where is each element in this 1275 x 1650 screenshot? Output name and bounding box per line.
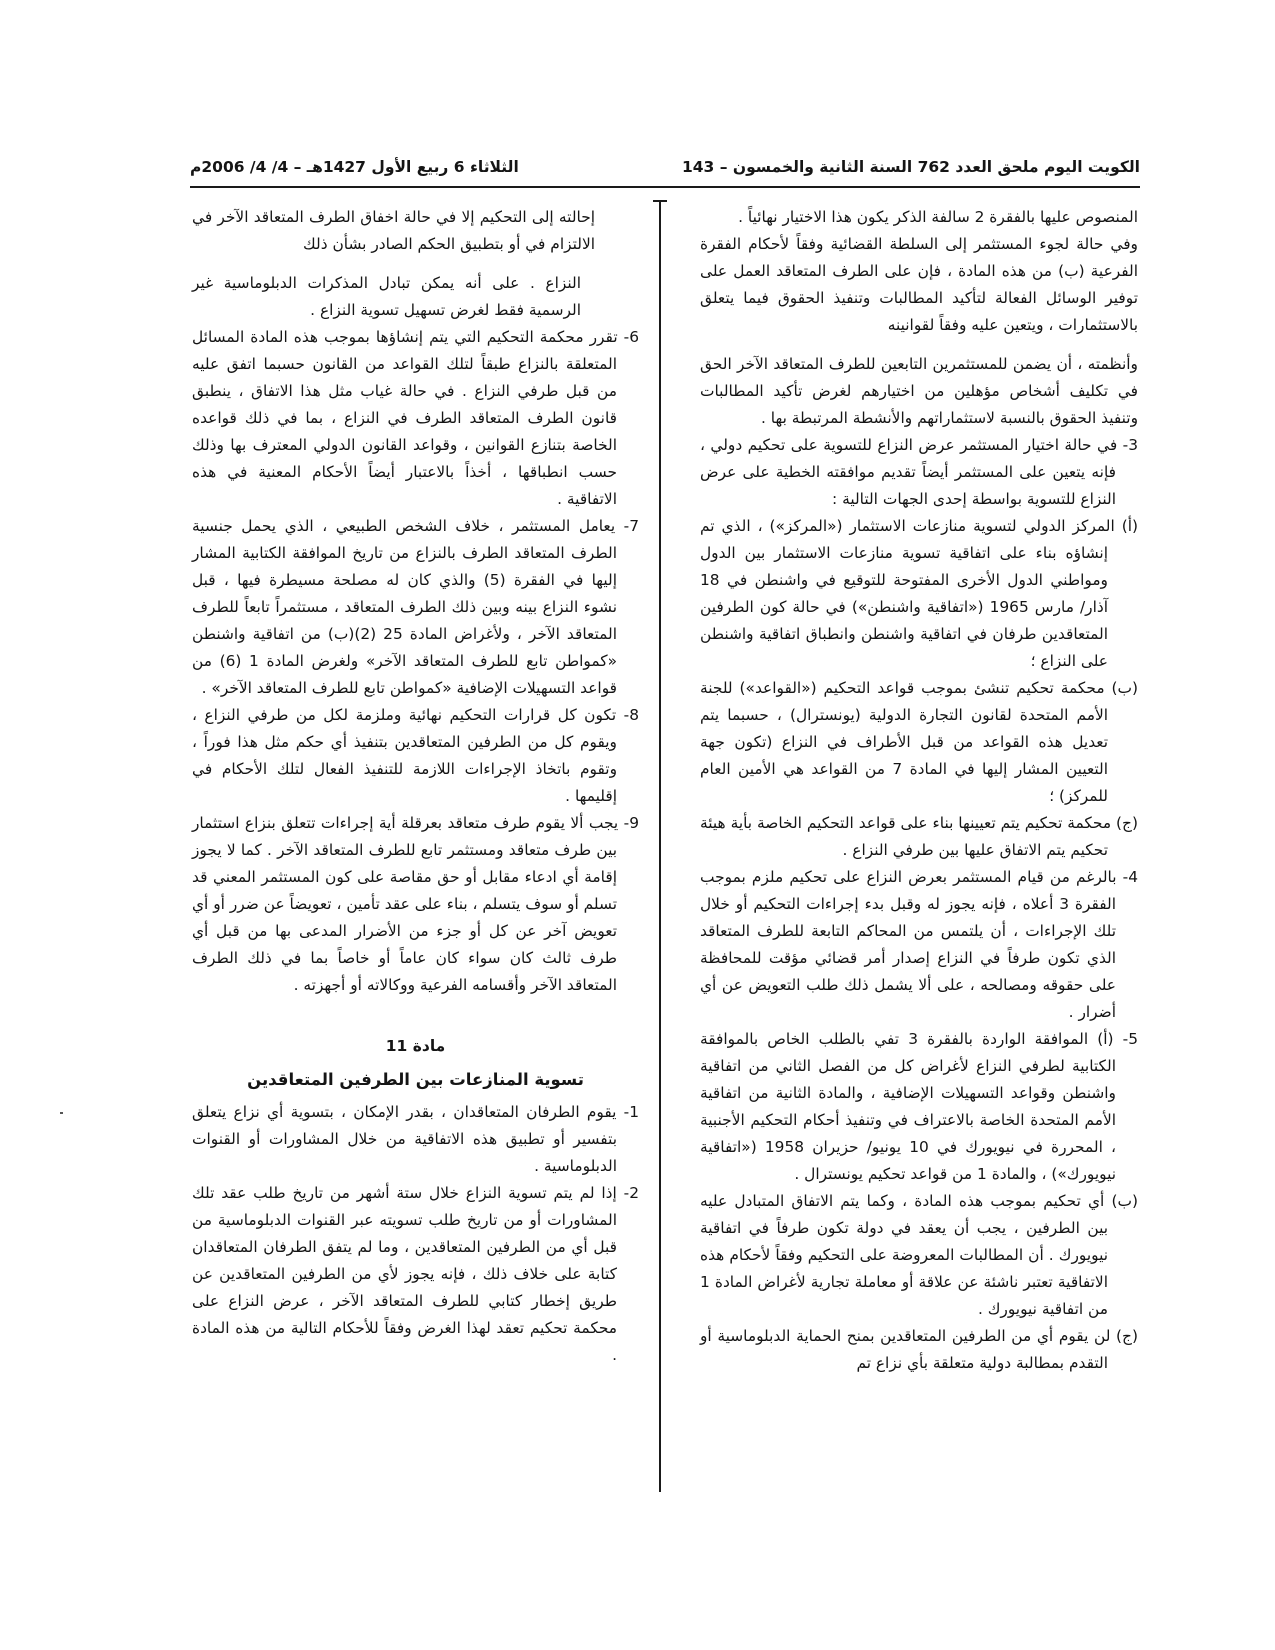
left-column [192, 204, 639, 1369]
clause-9: 9- يجب ألا يقوم طرف متعاقد بعرقلة أية إجراءات تتعلق بنزاع استثمار بين طرف متعاقد ومستثمر تابع للطرف المتعاقد الآخر . كما لا يجوز إقامة أي ادعاء مقابل أو حق مقاصة على كون المستثمر المعني قد تسلم أو سوف يتسلم ، بناء على عقد تأمين ، تعويضاً عن ضرر أو أي تعويض آخر عن كل أو جزء من الأضرار المدعى بها من قبل أي طرف ثالث كان سواء كان عاماً أو خاصاً بما في ذلك الطرف المتعاقد الآخر وأقسامه الفرعية ووكالاته أو أجهزته . [192, 814, 639, 994]
clause-5a: 5- (أ) الموافقة الواردة بالفقرة 3 تفي بالطلب الخاص بالموافقة الكتابية لطرفي النزاع لأغراض كل من الفصل الثاني من اتفاقية واشنطن وقواعد التسهيلات الإضافية ، والمادة الثانية من اتفاقية الأمم المتحدة الخاصة بالاعتراف في وتنفيذ أحكام التحكيم الأجنبية ، المحررة في نيويورك في 10 يونيو/ حزيران 1958 («اتفاقية نيويورك») ، والمادة 1 من قواعد تحكيم يونسترال . [700, 1030, 1138, 1183]
clause-1: 1- يقوم الطرفان المتعاقدان ، بقدر الإمكان ، بتسوية أي نزاع يتعلق بتفسير أو تطبيق هذه الاتفاقية من خلال المشاورات أو القنوات الدبلوماسية . [192, 1103, 639, 1175]
clause-8: 8- تكون كل قرارات التحكيم نهائية وملزمة لكل من طرفي النزاع ، ويقوم كل من الطرفين المتعاقدين بتنفيذ أي حكم مثل هذا فوراً ، وتقوم باتخاذ الإجراءات اللازمة للتنفيذ الفعال لتلك الأحكام في إقليمها . [192, 706, 639, 805]
subclause-b: (ب) محكمة تحكيم تنشئ بموجب قواعد التحكيم («القواعد») للجنة الأمم المتحدة لقانون التجارة الدولية (يونسترال) ، حسبما يتم تعديل هذه القواعد من قبل الأطراف في النزاع (تكون جهة التعيين المشار إليها في المادة 7 من القواعد هي الأمين العام للمركز) ؛ [700, 679, 1138, 805]
clause-2: 2- إذا لم يتم تسوية النزاع خلال ستة أشهر من تاريخ طلب عقد تلك المشاورات أو من تاريخ طلب تسويته عبر القنوات الدبلوماسية من قبل أي من الطرفين المتعاقدين ، وما لم يتفق الطرفان المتعاقدان كتابة على خلاف ذلك ، فإنه يجوز لأي من الطرفين المتعاقدين عن طريق إخطار كتابي للطرف المتعاقد الآخر ، عرض النزاع على محكمة تحكيم تعقد لهذا الغرض وفقاً للأحكام التالية من هذه المادة . [192, 1184, 639, 1364]
paragraph-continuation: المنصوص عليها بالفقرة 2 سالفة الذكر يكون هذا الاختيار نهائياً . [738, 208, 1138, 226]
header-publication: الكويت اليوم ملحق العدد 762 السنة الثانية والخمسون – 143 [681, 158, 1140, 176]
column-divider-mark [653, 200, 667, 202]
clause-7: 7- يعامل المستثمر ، خلاف الشخص الطبيعي ، الذي يحمل جنسية الطرف المتعاقد الطرف بالنزاع من تاريخ الموافقة الكتابية المشار إليها في الفقرة (5) والذي كان له مصلحة مسيطرة فيها ، قبل نشوء النزاع بينه وبين ذلك الطرف المتعاقد ، مستثمراً تابعاً للطرف المتعاقد الآخر ، ولأغراض المادة 25 (2)(ب) من اتفاقية واشنطن «كمواطن تابع للطرف المتعاقد الآخر» ولغرض المادة 1 (6) من قواعد التسهيلات الإضافية «كمواطن تابع للطرف المتعاقد الآخر» . [192, 517, 639, 697]
subclause-5c: (ج) لن يقوم أي من الطرفين المتعاقدين بمنح الحماية الدبلوماسية أو التقدم بمطالبة دولية متعلقة بأي نزاع تم [700, 1327, 1138, 1372]
clause-3: 3- في حالة اختيار المستثمر عرض النزاع للتسوية على تحكيم دولي ، فإنه يتعين على المستثمر أيضاً تقديم موافقته الخطية على عرض النزاع للتسوية بواسطة إحدى الجهات التالية : [700, 436, 1138, 508]
subclause-c: (ج) محكمة تحكيم يتم تعيينها بناء على قواعد التحكيم الخاصة بأية هيئة تحكيم يتم الاتفاق عليها بين طرفي النزاع . [700, 814, 1138, 859]
scan-speck [60, 1112, 63, 1114]
clause-6: 6- تقرر محكمة التحكيم التي يتم إنشاؤها بموجب هذه المادة المسائل المتعلقة بالنزاع طبقاً لتلك القواعد من القانون حسبما اتفق عليه من قبل طرفي النزاع . في حالة غياب مثل هذا الاتفاق ، ينطبق قانون الطرف المتعاقد الطرف في النزاع ، بما في ذلك قواعده الخاصة بتنازع القوانين ، وقواعد القانون الدولي المعترف بها وذلك حسب انطباقها ، أخذاً بالاعتبار أيضاً الأحكام المعنية في هذه الاتفاقية . [192, 328, 639, 508]
page-header [190, 152, 1140, 188]
paragraph: وفي حالة لجوء المستثمر إلى السلطة القضائية وفقاً لأحكام الفقرة الفرعية (ب) من هذه المادة ، فإن على الطرف المتعاقد العمل على توفير الوسائل الفعالة لتأكيد المطالبات وتنفيذ الحقوق فيما يتعلق بالاستثمارات ، ويتعين عليه وفقاً لقوانينه [700, 235, 1138, 334]
paragraph: النزاع . على أنه يمكن تبادل المذكرات الدبلوماسية غير الرسمية فقط لغرض تسهيل تسوية النزاع . [192, 274, 581, 319]
paragraph-continuation: إحالته إلى التحكيم إلا في حالة اخفاق الطرف المتعاقد الآخر في الالتزام في أو بتطبيق الحكم الصادر بشأن ذلك [192, 208, 595, 253]
article-number: مادة 11 [385, 1037, 446, 1055]
subclause-5b: (ب) أي تحكيم بموجب هذه المادة ، وكما يتم الاتفاق المتبادل عليه بين الطرفين ، يجب أن يعقد في دولة تكون طرفاً في اتفاقية نيويورك . أن المطالبات المعروضة على التحكيم وفقاً لأحكام هذه الاتفاقية تعتبر ناشئة عن علاقة أو معاملة تجارية لأغراض المادة 1 من اتفاقية نيويورك . [700, 1192, 1138, 1318]
paragraph: وأنظمته ، أن يضمن للمستثمرين التابعين للطرف المتعاقد الآخر الحق في تكليف أشخاص مؤهلين من اختيارهم لغرض تأكيد المطالبات وتنفيذ الحقوق بالنسبة لاستثماراتهم والأنشطة المرتبطة بها . [700, 355, 1138, 427]
subclause-a: (أ) المركز الدولي لتسوية منازعات الاستثمار («المركز») ، الذي تم إنشاؤه بناء على اتفاقية تسوية منازعات الاستثمار بين الدول ومواطني الدول الأخرى المفتوحة للتوقيع في واشنطن في 18 آذار/ مارس 1965 («اتفاقية واشنطن») في حالة كون الطرفين المتعاقدين طرفان في اتفاقية واشنطن وانطباق اتفاقية واشنطن على النزاع ؛ [700, 517, 1138, 670]
article-title: تسوية المنازعات بين الطرفين المتعاقدين [247, 1070, 584, 1089]
header-date: الثلاثاء 6 ربيع الأول 1427هـ – 4/ 4/ 2006م [190, 158, 519, 176]
clause-4: 4- بالرغم من قيام المستثمر بعرض النزاع على تحكيم ملزم بموجب الفقرة 3 أعلاه ، فإنه يجوز له وقبل بدء إجراءات التحكيم أو خلال تلك الإجراءات ، أن يلتمس من المحاكم التابعة للطرف المتعاقد الذي تكون طرفاً في النزاع إصدار أمر قضائي مؤقت للمحافظة على حقوقه ومصالحه ، على ألا يشمل ذلك طلب التعويض عن أي أضرار . [700, 868, 1138, 1021]
right-column [700, 204, 1138, 1377]
column-divider [659, 200, 661, 1492]
